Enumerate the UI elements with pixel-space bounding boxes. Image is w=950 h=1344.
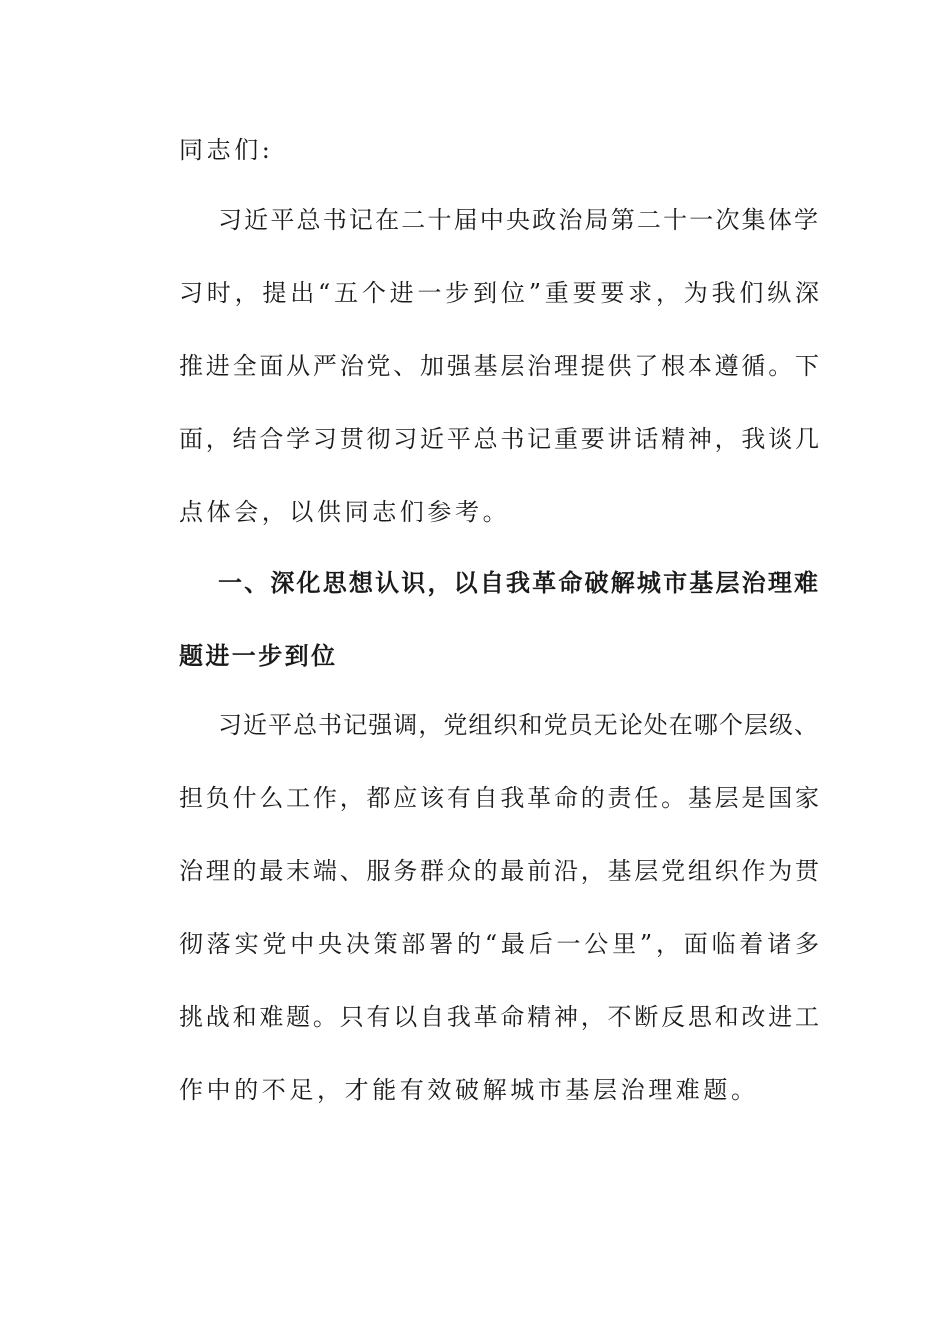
section-1-body-line-6: 作中的不足，才能有效破解城市基层治理难题。 — [179, 1076, 759, 1104]
intro-line-5: 点体会，以供同志们参考。 — [179, 498, 511, 526]
section-1-body-line-5: 挑战和难题。只有以自我革命精神，不断反思和改进工 — [179, 1003, 819, 1031]
intro-line-3: 推进全面从严治党、加强基层治理提供了根本遵循。下 — [179, 352, 819, 380]
section-1-heading-line-1: 一、深化思想认识，以自我革命破解城市基层治理难 — [218, 569, 818, 597]
intro-line-2: 习时，提出“五个进一步到位”重要要求，为我们纵深 — [179, 279, 819, 307]
section-1-body-line-4: 彻落实党中央决策部署的“最后一公里”，面临着诸多 — [179, 930, 819, 958]
section-1-body-line-2: 担负什么工作，都应该有自我革命的责任。基层是国家 — [179, 784, 819, 812]
section-1-heading-line-2: 题进一步到位 — [179, 642, 338, 670]
section-1-body-line-3: 治理的最末端、服务群众的最前沿，基层党组织作为贯 — [179, 857, 819, 885]
salutation: 同志们: — [179, 136, 274, 164]
section-1-body-line-1: 习近平总书记强调，党组织和党员无论处在哪个层级、 — [218, 711, 818, 739]
intro-line-4: 面，结合学习贯彻习近平总书记重要讲话精神，我谈几 — [179, 425, 819, 453]
intro-line-1: 习近平总书记在二十届中央政治局第二十一次集体学 — [218, 206, 818, 234]
